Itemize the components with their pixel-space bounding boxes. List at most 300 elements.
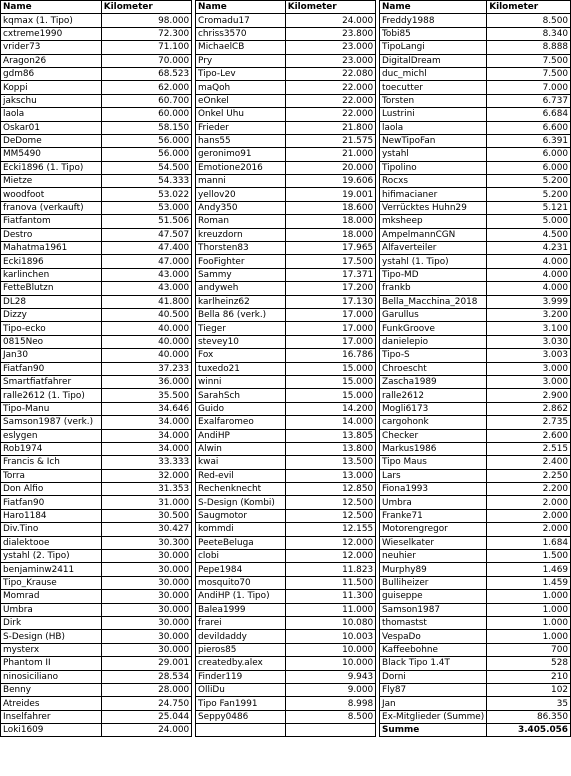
cell-name: Frieder [196, 121, 286, 134]
cell-name: Tipo Fan1991 [196, 697, 286, 710]
cell-kilometer: 28.534 [101, 670, 191, 683]
cell-kilometer: 4.000 [487, 255, 571, 268]
cell-kilometer: 21.000 [285, 148, 375, 161]
cell-kilometer: 40.000 [101, 335, 191, 348]
cell-name: Bulliheizer [380, 576, 487, 589]
cell-name: guiseppe [380, 590, 487, 603]
cell-name [196, 724, 286, 737]
cell-name: Samson1987 [380, 603, 487, 616]
cell-name: Ecki1896 [1, 255, 102, 268]
cell-name: Murphy89 [380, 563, 487, 576]
cell-name: kwai [196, 456, 286, 469]
table-row [1, 670, 571, 683]
cell-kilometer: 17.000 [285, 308, 375, 321]
cell-name: Umbra [1, 603, 102, 616]
cell-name: Pepe1984 [196, 563, 286, 576]
cell-kilometer: 28.000 [101, 683, 191, 696]
cell-name: ralle2612 [380, 389, 487, 402]
cell-name: Garullus [380, 308, 487, 321]
table-row [1, 523, 571, 536]
cell-name: manni [196, 175, 286, 188]
cell-name: tuxedo21 [196, 362, 286, 375]
cell-name: vrider73 [1, 41, 102, 54]
cell-name: Chroescht [380, 362, 487, 375]
cell-kilometer: 11.500 [285, 576, 375, 589]
cell-name: DeDome [1, 134, 102, 147]
cell-name: geronimo91 [196, 148, 286, 161]
cell-kilometer: 700 [487, 643, 571, 656]
cell-kilometer: 5.200 [487, 188, 571, 201]
table-row [1, 148, 571, 161]
cell-kilometer: 47.000 [101, 255, 191, 268]
cell-name: Mahatma1961 [1, 242, 102, 255]
cell-name: frarei [196, 616, 286, 629]
cell-kilometer: 2.735 [487, 416, 571, 429]
cell-name: FooFighter [196, 255, 286, 268]
table-row [1, 697, 571, 710]
cell-kilometer: 4.000 [487, 282, 571, 295]
table-row [1, 27, 571, 40]
cell-kilometer: 210 [487, 670, 571, 683]
cell-kilometer: 15.000 [285, 375, 375, 388]
table-row [1, 14, 571, 27]
cell-kilometer: 60.000 [101, 108, 191, 121]
cell-name: Destro [1, 228, 102, 241]
cell-name: benjaminw2411 [1, 563, 102, 576]
cell-name: duc_michl [380, 67, 487, 80]
cell-kilometer: 30.300 [101, 536, 191, 549]
cell-name: neuhier [380, 550, 487, 563]
table-row [1, 483, 571, 496]
cell-kilometer: 13.500 [285, 456, 375, 469]
cell-name: AndiHP [196, 429, 286, 442]
cell-kilometer: 15.000 [285, 362, 375, 375]
cell-name: hifimacianer [380, 188, 487, 201]
table-row [1, 41, 571, 54]
cell-name: Fox [196, 349, 286, 362]
cell-name: Black Tipo 1.4T [380, 657, 487, 670]
table-row [1, 630, 571, 643]
cell-kilometer: 12.000 [285, 550, 375, 563]
cell-kilometer: 4.231 [487, 242, 571, 255]
cell-name: Andy350 [196, 201, 286, 214]
cell-name: Fiatfan90 [1, 496, 102, 509]
cell-kilometer: 11.300 [285, 590, 375, 603]
cell-kilometer: 3.000 [487, 362, 571, 375]
table-row [1, 643, 571, 656]
cell-kilometer: 2.600 [487, 429, 571, 442]
cell-kilometer: 30.000 [101, 563, 191, 576]
cell-kilometer: 2.200 [487, 483, 571, 496]
cell-name: Dizzy [1, 308, 102, 321]
cell-name: ninosiciliano [1, 670, 102, 683]
cell-kilometer: 6.737 [487, 94, 571, 107]
cell-name: karlheinz62 [196, 295, 286, 308]
cell-kilometer: 11.000 [285, 603, 375, 616]
cell-kilometer: 2.000 [487, 523, 571, 536]
table-row [1, 108, 571, 121]
table-row [1, 215, 571, 228]
cell-kilometer: 6.684 [487, 108, 571, 121]
cell-kilometer: 70.000 [101, 54, 191, 67]
cell-name: laola [1, 108, 102, 121]
cell-name: chriss3570 [196, 27, 286, 40]
header-kilometer: Kilometer [101, 1, 191, 14]
cell-name: maQoh [196, 81, 286, 94]
cell-kilometer: 24.750 [101, 697, 191, 710]
table-row [1, 402, 571, 415]
cell-name: Bella 86 (verk.) [196, 308, 286, 321]
cell-kilometer: 43.000 [101, 282, 191, 295]
cell-name: Jan30 [1, 349, 102, 362]
cell-name: OlliDu [196, 683, 286, 696]
cell-kilometer: 1.684 [487, 536, 571, 549]
cell-kilometer: 2.900 [487, 389, 571, 402]
cell-name: Tipo_Krause [1, 576, 102, 589]
cell-name: Oskar01 [1, 121, 102, 134]
cell-name: Fiona1993 [380, 483, 487, 496]
cell-kilometer: 2.515 [487, 442, 571, 455]
cell-name: Tipo-S [380, 349, 487, 362]
header-kilometer: Kilometer [285, 1, 375, 14]
cell-name: mksheep [380, 215, 487, 228]
cell-name: Cromadu17 [196, 14, 286, 27]
cell-name: Guido [196, 402, 286, 415]
cell-name: Emotione2016 [196, 161, 286, 174]
table-row [1, 94, 571, 107]
table-row [1, 710, 571, 723]
cell-name: laola [380, 121, 487, 134]
cell-name: karlinchen [1, 268, 102, 281]
cell-kilometer: 24.000 [101, 724, 191, 737]
cell-kilometer: 30.427 [101, 523, 191, 536]
cell-name: Ecki1896 (1. Tipo) [1, 161, 102, 174]
cell-name: Checker [380, 429, 487, 442]
table-row [1, 683, 571, 696]
cell-kilometer: 23.800 [285, 27, 375, 40]
cell-name: ralle2612 (1. Tipo) [1, 389, 102, 402]
cell-kilometer: 10.003 [285, 630, 375, 643]
cell-name: toecutter [380, 81, 487, 94]
cell-kilometer: 1.500 [487, 550, 571, 563]
table-row [1, 242, 571, 255]
cell-kilometer: 13.800 [285, 442, 375, 455]
cell-name: Markus1986 [380, 442, 487, 455]
cell-kilometer: 30.000 [101, 590, 191, 603]
cell-kilometer: 102 [487, 683, 571, 696]
cell-kilometer: 14.000 [285, 416, 375, 429]
cell-kilometer: 8.888 [487, 41, 571, 54]
cell-name: winni [196, 375, 286, 388]
cell-name: Verrücktes Huhn29 [380, 201, 487, 214]
cell-name: Bella_Macchina_2018 [380, 295, 487, 308]
cell-name: Pry [196, 54, 286, 67]
cell-name: MichaelCB [196, 41, 286, 54]
cell-kilometer: 7.500 [487, 54, 571, 67]
cell-name: kreuzdorn [196, 228, 286, 241]
cell-kilometer: 2.250 [487, 469, 571, 482]
cell-name: Lars [380, 469, 487, 482]
cell-name: DL28 [1, 295, 102, 308]
cell-name: Lustrini [380, 108, 487, 121]
cell-name: danielepio [380, 335, 487, 348]
cell-kilometer: 5.000 [487, 215, 571, 228]
cell-kilometer: 3.405.056 [487, 724, 571, 737]
cell-name: kqmax (1. Tipo) [1, 14, 102, 27]
cell-name: Tipo Maus [380, 456, 487, 469]
cell-kilometer: 4.500 [487, 228, 571, 241]
cell-kilometer: 17.500 [285, 255, 375, 268]
cell-kilometer: 47.507 [101, 228, 191, 241]
cell-name: mosquito70 [196, 576, 286, 589]
cell-name: Rechenknecht [196, 483, 286, 496]
cell-kilometer: 40.500 [101, 308, 191, 321]
cell-name: Don Alfio [1, 483, 102, 496]
cell-name: Franke71 [380, 509, 487, 522]
cell-kilometer: 35.500 [101, 389, 191, 402]
cell-name: cargohonk [380, 416, 487, 429]
cell-kilometer: 30.500 [101, 509, 191, 522]
table-row [1, 255, 571, 268]
cell-kilometer: 2.000 [487, 509, 571, 522]
cell-name: ystahl (1. Tipo) [380, 255, 487, 268]
cell-kilometer: 54.500 [101, 161, 191, 174]
cell-name: pieros85 [196, 643, 286, 656]
cell-kilometer: 71.100 [101, 41, 191, 54]
cell-name: Tobi85 [380, 27, 487, 40]
cell-name: Jan [380, 697, 487, 710]
cell-kilometer: 528 [487, 657, 571, 670]
table-row [1, 724, 571, 737]
cell-name: Tipo-MD [380, 268, 487, 281]
cell-name: Tieger [196, 322, 286, 335]
cell-kilometer: 9.000 [285, 683, 375, 696]
table-row [1, 362, 571, 375]
cell-name: Inselfahrer [1, 710, 102, 723]
cell-kilometer: 1.000 [487, 603, 571, 616]
cell-name: Alwin [196, 442, 286, 455]
cell-kilometer: 22.000 [285, 108, 375, 121]
cell-kilometer: 2.862 [487, 402, 571, 415]
cell-name: MM5490 [1, 148, 102, 161]
cell-kilometer: 8.998 [285, 697, 375, 710]
cell-name: Finder119 [196, 670, 286, 683]
cell-kilometer: 9.943 [285, 670, 375, 683]
table-row [1, 308, 571, 321]
cell-kilometer: 35 [487, 697, 571, 710]
cell-name: jakschu [1, 94, 102, 107]
cell-kilometer: 56.000 [101, 148, 191, 161]
cell-name: Fly87 [380, 683, 487, 696]
cell-name: 0815Neo [1, 335, 102, 348]
cell-kilometer: 5.121 [487, 201, 571, 214]
cell-name: createdby.alex [196, 657, 286, 670]
cell-name: Div.Tino [1, 523, 102, 536]
cell-kilometer: 1.000 [487, 590, 571, 603]
cell-kilometer: 6.000 [487, 161, 571, 174]
cell-kilometer: 30.000 [101, 643, 191, 656]
header-name: Name [1, 1, 102, 14]
cell-name: NewTipoFan [380, 134, 487, 147]
cell-name: Thorsten83 [196, 242, 286, 255]
cell-name: AndiHP (1. Tipo) [196, 590, 286, 603]
cell-kilometer: 5.200 [487, 175, 571, 188]
cell-kilometer: 68.523 [101, 67, 191, 80]
cell-kilometer: 23.000 [285, 41, 375, 54]
cell-kilometer: 22.080 [285, 67, 375, 80]
cell-kilometer: 3.999 [487, 295, 571, 308]
cell-name: Koppi [1, 81, 102, 94]
cell-name: hans55 [196, 134, 286, 147]
cell-name: S-Design (HB) [1, 630, 102, 643]
cell-name: Seppy0486 [196, 710, 286, 723]
table-row [1, 322, 571, 335]
cell-name: Rob1974 [1, 442, 102, 455]
cell-kilometer: 17.000 [285, 322, 375, 335]
table-row [1, 349, 571, 362]
cell-name: ystahl (2. Tipo) [1, 550, 102, 563]
cell-name: Smartfiatfahrer [1, 375, 102, 388]
cell-name: Alfaverteiler [380, 242, 487, 255]
cell-kilometer: 14.200 [285, 402, 375, 415]
table-row [1, 201, 571, 214]
cell-kilometer: 62.000 [101, 81, 191, 94]
cell-kilometer: 11.823 [285, 563, 375, 576]
header-name: Name [196, 1, 286, 14]
cell-kilometer: 10.000 [285, 643, 375, 656]
cell-name: kommdi [196, 523, 286, 536]
cell-kilometer: 15.000 [285, 389, 375, 402]
cell-name: SarahSch [196, 389, 286, 402]
cell-kilometer: 6.391 [487, 134, 571, 147]
cell-kilometer: 12.155 [285, 523, 375, 536]
cell-kilometer: 31.000 [101, 496, 191, 509]
cell-kilometer: 16.786 [285, 349, 375, 362]
cell-name: DigitalDream [380, 54, 487, 67]
cell-kilometer: 19.001 [285, 188, 375, 201]
table-row [1, 134, 571, 147]
cell-name: Dirk [1, 616, 102, 629]
table-row [1, 456, 571, 469]
cell-name: Tipo-Manu [1, 402, 102, 415]
cell-kilometer: 12.500 [285, 509, 375, 522]
cell-kilometer: 34.646 [101, 402, 191, 415]
cell-name: Mogli6173 [380, 402, 487, 415]
cell-name: Mietze [1, 175, 102, 188]
cell-kilometer: 30.000 [101, 603, 191, 616]
cell-kilometer: 18.000 [285, 215, 375, 228]
cell-name: frankb [380, 282, 487, 295]
table-row [1, 536, 571, 549]
cell-kilometer: 54.333 [101, 175, 191, 188]
cell-kilometer: 3.200 [487, 308, 571, 321]
cell-name: Tipo-Lev [196, 67, 286, 80]
cell-kilometer: 60.700 [101, 94, 191, 107]
table-row [1, 54, 571, 67]
cell-kilometer: 56.000 [101, 134, 191, 147]
cell-kilometer: 22.000 [285, 94, 375, 107]
cell-name: devildaddy [196, 630, 286, 643]
table-row [1, 175, 571, 188]
cell-kilometer: 24.000 [285, 14, 375, 27]
table-row [1, 576, 571, 589]
cell-name: S-Design (Kombi) [196, 496, 286, 509]
cell-kilometer: 37.233 [101, 362, 191, 375]
cell-kilometer: 8.500 [487, 14, 571, 27]
cell-name: Sammy [196, 268, 286, 281]
cell-kilometer: 58.150 [101, 121, 191, 134]
cell-name: Tipolino [380, 161, 487, 174]
table-row [1, 429, 571, 442]
cell-kilometer: 47.400 [101, 242, 191, 255]
cell-kilometer: 17.965 [285, 242, 375, 255]
cell-kilometer: 20.000 [285, 161, 375, 174]
cell-name: Torra [1, 469, 102, 482]
cell-kilometer: 32.000 [101, 469, 191, 482]
table-row [1, 416, 571, 429]
cell-kilometer: 2.400 [487, 456, 571, 469]
cell-name: stevey10 [196, 335, 286, 348]
table-row [1, 188, 571, 201]
cell-kilometer: 4.000 [487, 268, 571, 281]
cell-kilometer: 18.000 [285, 228, 375, 241]
cell-name: Red-evil [196, 469, 286, 482]
cell-kilometer: 51.506 [101, 215, 191, 228]
cell-name: Torsten [380, 94, 487, 107]
cell-kilometer: 40.000 [101, 322, 191, 335]
cell-kilometer: 36.000 [101, 375, 191, 388]
cell-kilometer: 8.340 [487, 27, 571, 40]
cell-kilometer: 3.030 [487, 335, 571, 348]
cell-name: cxtreme1990 [1, 27, 102, 40]
cell-name: Tipo-ecko [1, 322, 102, 335]
cell-kilometer: 6.600 [487, 121, 571, 134]
cell-kilometer: 53.000 [101, 201, 191, 214]
cell-name: Samson1987 (verk.) [1, 416, 102, 429]
cell-kilometer: 12.500 [285, 496, 375, 509]
cell-name: eslygen [1, 429, 102, 442]
cell-name: Umbra [380, 496, 487, 509]
cell-kilometer: 3.003 [487, 349, 571, 362]
cell-name: clobi [196, 550, 286, 563]
table-row [1, 590, 571, 603]
cell-kilometer: 1.459 [487, 576, 571, 589]
cell-name: eOnkel [196, 94, 286, 107]
cell-kilometer: 34.000 [101, 416, 191, 429]
cell-kilometer: 30.000 [101, 630, 191, 643]
cell-kilometer: 12.000 [285, 536, 375, 549]
table-row [1, 657, 571, 670]
cell-kilometer: 41.800 [101, 295, 191, 308]
cell-kilometer: 19.606 [285, 175, 375, 188]
table-row [1, 121, 571, 134]
table-row [1, 335, 571, 348]
cell-name: Momrad [1, 590, 102, 603]
cell-name: Ex-Mitglieder (Summe) [380, 710, 487, 723]
header-name: Name [380, 1, 487, 14]
cell-name: gdm86 [1, 67, 102, 80]
cell-kilometer: 10.000 [285, 657, 375, 670]
cell-kilometer: 13.000 [285, 469, 375, 482]
cell-name: Dorni [380, 670, 487, 683]
cell-kilometer: 1.000 [487, 616, 571, 629]
cell-kilometer: 17.371 [285, 268, 375, 281]
cell-kilometer: 25.044 [101, 710, 191, 723]
cell-kilometer: 10.080 [285, 616, 375, 629]
cell-kilometer: 86.350 [487, 710, 571, 723]
cell-kilometer: 34.000 [101, 429, 191, 442]
table-row [1, 442, 571, 455]
